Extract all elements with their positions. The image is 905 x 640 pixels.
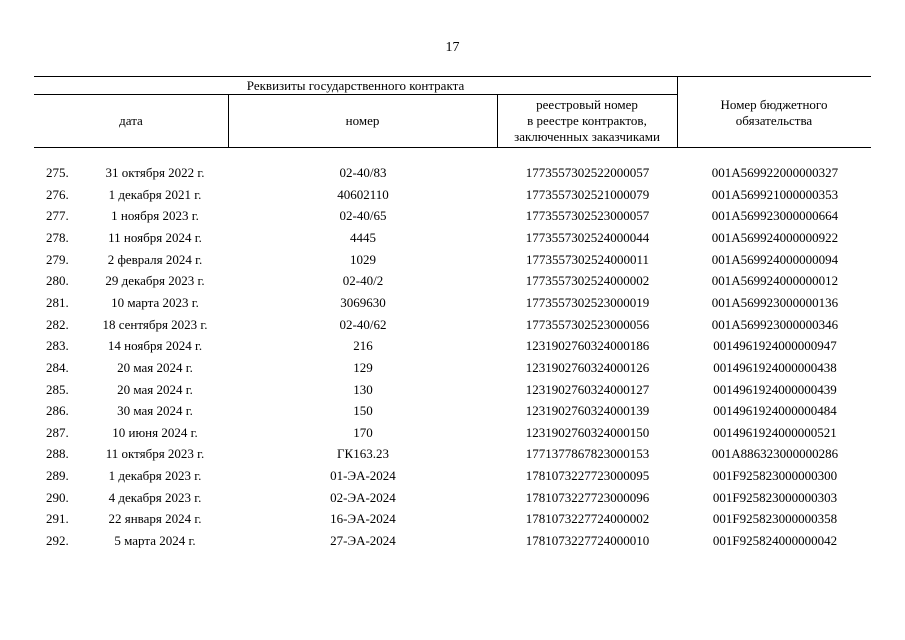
contract-number: 27-ЭА-2024 bbox=[330, 533, 396, 549]
row-number: 285. bbox=[46, 381, 69, 397]
row-number: 283. bbox=[46, 338, 69, 354]
contract-date: 30 мая 2024 г. bbox=[117, 403, 193, 419]
registry-number: 1781073227724000002 bbox=[525, 511, 650, 527]
table-row bbox=[0, 335, 905, 357]
table-row bbox=[0, 314, 905, 336]
registry-number: 1771377867823000153 bbox=[525, 446, 650, 462]
registry-number: 1231902760324000150 bbox=[525, 424, 650, 440]
budget-obligation-number: 001A569923000000346 bbox=[711, 316, 839, 332]
budget-obligation-number: 001A886323000000286 bbox=[711, 446, 839, 462]
row-number: 278. bbox=[46, 229, 69, 245]
column-header-registry-line2: в реестре контрактов, bbox=[527, 113, 647, 128]
registry-number: 1773557302523000057 bbox=[525, 208, 650, 224]
table-row bbox=[0, 357, 905, 379]
registry-number: 1231902760324000127 bbox=[525, 381, 650, 397]
contract-date: 22 января 2024 г. bbox=[108, 511, 202, 527]
contract-date: 29 декабря 2023 г. bbox=[105, 273, 205, 289]
registry-number: 1231902760324000186 bbox=[525, 338, 650, 354]
row-number: 292. bbox=[46, 533, 69, 549]
budget-obligation-number: 001A569923000000136 bbox=[711, 294, 839, 310]
column-header-budget-line1: Номер бюджетного bbox=[720, 97, 828, 112]
contract-number: 40602110 bbox=[337, 186, 389, 202]
contract-number: ГК163.23 bbox=[337, 446, 389, 462]
contract-number: 02-ЭА-2024 bbox=[330, 489, 396, 505]
column-header-registry-line1: реестровый номер bbox=[536, 97, 638, 112]
budget-obligation-number: 0014961924000000484 bbox=[713, 403, 837, 419]
budget-obligation-number: 0014961924000000438 bbox=[713, 359, 837, 375]
row-number: 281. bbox=[46, 294, 69, 310]
contract-date: 18 сентября 2023 г. bbox=[102, 316, 208, 332]
registry-number: 1773557302523000056 bbox=[525, 316, 650, 332]
row-number: 289. bbox=[46, 468, 69, 484]
contract-date: 14 ноября 2024 г. bbox=[107, 338, 203, 354]
budget-obligation-number: 0014961924000000521 bbox=[713, 424, 837, 440]
table-row bbox=[0, 443, 905, 465]
table-row bbox=[0, 227, 905, 249]
contract-date: 10 марта 2023 г. bbox=[111, 294, 199, 310]
table-row bbox=[0, 379, 905, 401]
contract-date: 4 декабря 2023 г. bbox=[108, 489, 202, 505]
group-header-contract-details: Реквизиты государственного контракта bbox=[246, 78, 465, 93]
column-header-registry-line3: заключенных заказчиками bbox=[514, 129, 660, 144]
contract-number: 02-40/65 bbox=[339, 208, 387, 224]
budget-obligation-number: 001F925824000000042 bbox=[712, 533, 838, 549]
contract-number: 3069630 bbox=[340, 294, 386, 310]
contract-number: 16-ЭА-2024 bbox=[330, 511, 396, 527]
contract-date: 20 мая 2024 г. bbox=[117, 381, 193, 397]
registry-number: 1773557302522000057 bbox=[525, 165, 650, 180]
table-row bbox=[0, 205, 905, 227]
contract-number: 02-40/83 bbox=[339, 165, 387, 180]
contract-number: 216 bbox=[353, 338, 373, 354]
row-number: 279. bbox=[46, 251, 69, 267]
registry-number: 1773557302524000002 bbox=[525, 273, 650, 289]
table-row bbox=[0, 162, 905, 184]
contract-date: 5 марта 2024 г. bbox=[114, 533, 196, 549]
table-row bbox=[0, 400, 905, 422]
table-row bbox=[0, 249, 905, 271]
row-number: 290. bbox=[46, 489, 69, 505]
budget-obligation-number: 001F925823000000358 bbox=[712, 511, 838, 527]
row-number: 280. bbox=[46, 273, 69, 289]
column-header-registry bbox=[497, 97, 677, 145]
table-row bbox=[0, 184, 905, 206]
row-number: 288. bbox=[46, 446, 69, 462]
row-number: 286. bbox=[46, 403, 69, 419]
table-top-border bbox=[34, 76, 871, 77]
contract-number: 150 bbox=[353, 403, 373, 419]
row-number: 284. bbox=[46, 359, 69, 375]
contract-date: 1 декабря 2021 г. bbox=[108, 186, 202, 202]
group-header-divider bbox=[34, 94, 677, 95]
contract-number: 130 bbox=[353, 381, 373, 397]
table-row bbox=[0, 487, 905, 509]
registry-number: 1773557302521000079 bbox=[525, 186, 650, 202]
registry-number: 1781073227723000095 bbox=[525, 468, 650, 484]
contract-number: 1029 bbox=[350, 251, 376, 267]
budget-obligation-number: 0014961924000000947 bbox=[713, 338, 837, 354]
budget-obligation-number: 001A569924000000922 bbox=[711, 229, 839, 245]
contract-number: 4445 bbox=[350, 229, 376, 245]
row-number: 276. bbox=[46, 186, 69, 202]
table-row bbox=[0, 530, 905, 552]
budget-obligation-number: 001A569923000000664 bbox=[711, 208, 839, 224]
contract-date: 2 февраля 2024 г. bbox=[107, 251, 203, 267]
row-number: 291. bbox=[46, 511, 69, 527]
budget-obligation-number: 001A569922000000327 bbox=[711, 165, 839, 180]
table-row bbox=[0, 270, 905, 292]
column-header-date: дата bbox=[119, 113, 143, 128]
table-row bbox=[0, 465, 905, 487]
row-number: 287. bbox=[46, 424, 69, 440]
table-row bbox=[0, 422, 905, 444]
registry-number: 1231902760324000139 bbox=[525, 403, 650, 419]
registry-number: 1781073227724000010 bbox=[525, 533, 650, 549]
contract-number: 01-ЭА-2024 bbox=[330, 468, 396, 484]
row-number: 277. bbox=[46, 208, 69, 224]
registry-number: 1781073227723000096 bbox=[525, 489, 650, 505]
contract-date: 10 июня 2024 г. bbox=[112, 424, 198, 440]
contract-date: 11 октября 2023 г. bbox=[105, 446, 205, 462]
registry-number: 1231902760324000126 bbox=[525, 359, 650, 375]
contract-number: 170 bbox=[353, 424, 373, 440]
row-number: 282. bbox=[46, 316, 69, 332]
table-row bbox=[0, 508, 905, 530]
budget-obligation-number: 001A569924000000012 bbox=[711, 273, 839, 289]
contract-number: 02-40/62 bbox=[339, 316, 387, 332]
contract-number: 129 bbox=[353, 359, 373, 375]
column-header-budget-line2: обязательства bbox=[735, 113, 813, 128]
column-header-number: номер bbox=[345, 113, 380, 128]
contract-date: 1 ноября 2023 г. bbox=[111, 208, 199, 224]
header-bottom-border bbox=[34, 147, 871, 148]
contract-date: 20 мая 2024 г. bbox=[117, 359, 193, 375]
budget-obligation-number: 001F925823000000303 bbox=[712, 489, 838, 505]
contract-date: 1 декабря 2023 г. bbox=[108, 468, 202, 484]
contract-date: 11 ноября 2024 г. bbox=[108, 229, 202, 245]
budget-obligation-number: 001F925823000000300 bbox=[712, 468, 838, 484]
budget-obligation-number: 001A569921000000353 bbox=[711, 186, 839, 202]
registry-number: 1773557302523000019 bbox=[525, 294, 650, 310]
page-number: 17 bbox=[445, 40, 460, 55]
registry-number: 1773557302524000044 bbox=[525, 229, 650, 245]
budget-obligation-number: 001A569924000000094 bbox=[711, 251, 839, 267]
registry-number: 1773557302524000011 bbox=[525, 251, 650, 267]
column-header-budget bbox=[677, 97, 871, 129]
table-row bbox=[0, 292, 905, 314]
row-number: 275. bbox=[46, 165, 69, 180]
budget-obligation-number: 0014961924000000439 bbox=[713, 381, 837, 397]
contract-date: 31 октября 2022 г. bbox=[105, 165, 205, 180]
contract-number: 02-40/2 bbox=[342, 273, 384, 289]
